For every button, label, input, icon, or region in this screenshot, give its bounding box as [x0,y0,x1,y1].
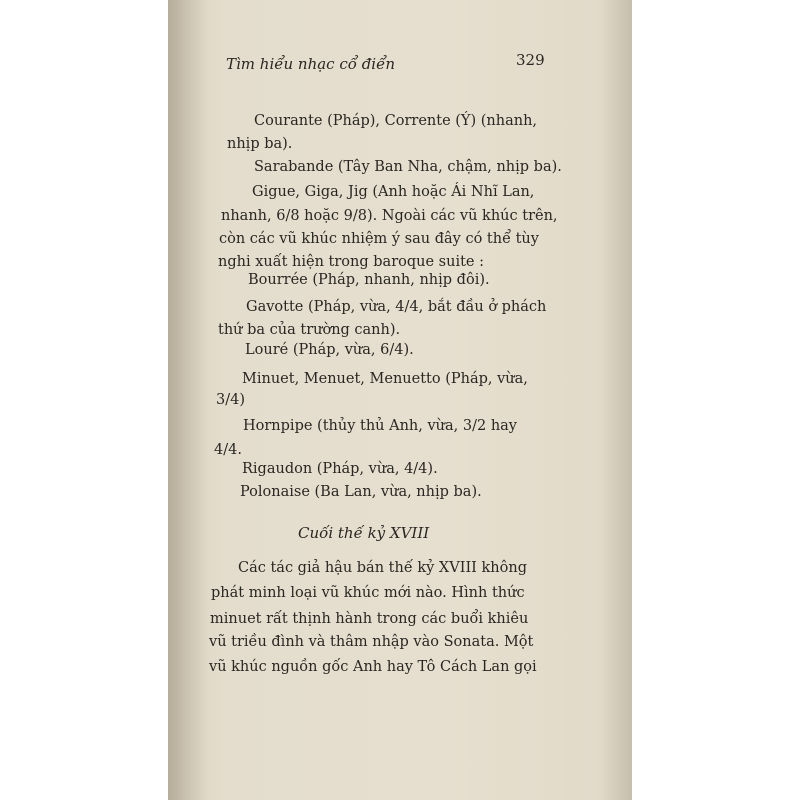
text-line: Rigaudon (Pháp, vừa, 4/4). [242,461,438,477]
text-line: còn các vũ khúc nhiệm ý sau đây có thể tùy [219,231,539,247]
section-heading: Cuối thế kỷ XVIII [298,524,430,542]
text-line: Minuet, Menuet, Menuetto (Pháp, vừa, [242,371,528,387]
text-line: 4/4. [214,442,242,458]
text-line: Polonaise (Ba Lan, vừa, nhịp ba). [240,484,482,500]
text-line: vũ triều đình và thâm nhập vào Sonata. Một [209,634,534,650]
text-line: Các tác giả hậu bán thế kỷ XVIII không [238,560,527,576]
text-line: nhịp ba). [227,136,293,152]
text-line: minuet rất thịnh hành trong các buổi khiêu [210,611,529,627]
text-line: Gigue, Giga, Jig (Anh hoặc Ái Nhĩ Lan, [252,184,535,200]
text-line: nghi xuất hiện trong baroque suite : [218,254,484,270]
text-line: Gavotte (Pháp, vừa, 4/4, bắt đầu ở phách [246,299,547,315]
text-line: thứ ba của trường canh). [218,322,401,338]
text-line: Hornpipe (thủy thủ Anh, vừa, 3/2 hay [243,418,517,434]
text-line: nhanh, 6/8 hoặc 9/8). Ngoài các vũ khúc trên, [221,208,558,224]
text-line: vũ khúc nguồn gốc Anh hay Tô Cách Lan gọi [209,659,537,675]
running-header: Tìm hiểu nhạc cổ điển [226,55,395,73]
text-line: Sarabande (Tây Ban Nha, chậm, nhịp ba). [254,159,562,175]
text-line: 3/4) [216,392,245,408]
text-line: Courante (Pháp), Corrente (Ý) (nhanh, [254,113,538,129]
text-line: phát minh loại vũ khúc mới nào. Hình thức [211,585,525,601]
spine-shadow [168,0,208,800]
page-number: 329 [516,51,545,69]
page-edge-shadow [600,0,632,800]
text-line: Louré (Pháp, vừa, 6/4). [245,342,414,358]
text-line: Bourrée (Pháp, nhanh, nhịp đôi). [248,272,490,288]
